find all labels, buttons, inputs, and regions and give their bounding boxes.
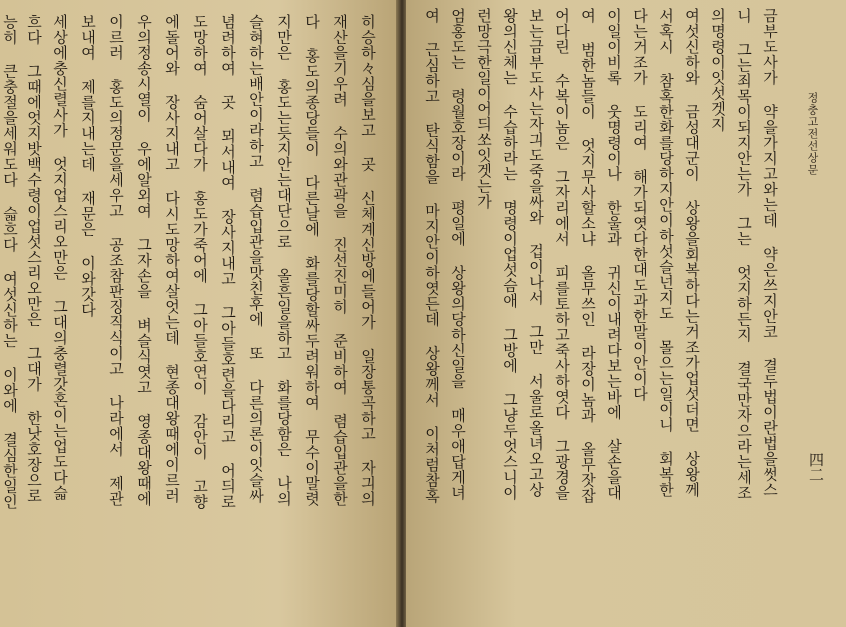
right-column-14: 여 근심하고 탄식함을 마지안이하엿든데 상왕께서 이처럼참혹 <box>423 8 441 504</box>
right-column-12: 런망극한일이어듸쏘잇겟는가 <box>475 8 493 210</box>
left-column-6: 념려하여 곳 뫼서내여 장사지내고 그아들호련을다리고 어듸로 <box>219 14 237 510</box>
right-column-8: 여 범한놈들이 엇지무사할소냐 올무쓰인 라장이놈과 올무잣잡 <box>579 8 597 504</box>
running-header: 정충고전선상문 <box>806 92 819 176</box>
right-column-6: 다는거조가 도리여 해가되엿다한대도과한말이안이다 <box>631 8 649 402</box>
left-column-2: 재산을기우려 수의와관곽을 진선진미히 준비하여 렴습입관을한 <box>331 14 349 507</box>
page-number: 四二 <box>807 452 825 482</box>
left-column-3: 다 홍도의종당들이 다른날에 화를당할싸두려워하여 무수이말렷 <box>303 14 321 507</box>
left-column-9: 우의정송시열이 우에알외여 그자손을 벼슬식엿고 영종대왕때에 <box>135 14 153 507</box>
left-column-13: 흐다 그때에엇지밧백수령이업섯스리오만은 그대가 한낫호장으로 <box>25 14 43 504</box>
left-column-7: 도망하여 숨어살다가 홍도가죽어에 그아들호연이 감안이 고향 <box>191 14 209 510</box>
left-column-10: 이르러 홍도의정문을세우고 공조참판징직식이고 나라에서 제관 <box>107 14 125 507</box>
left-page <box>0 0 398 627</box>
left-column-8: 에돌어와 장사지내고 다시도망하여살엇는데 현종대왕때에이르러 <box>163 14 181 504</box>
left-column-1: 히승하々심을보고 곳 신체계신방에들어가 일장통곡하고 자긔의 <box>359 14 377 507</box>
right-column-4: 여섯신하와 금성대군이 상왕을회복하다는거조가업섯더면 상왕께 <box>683 8 701 498</box>
right-column-2: 니 그는죄목이되지안는가 그는 엇지하든지 결국만자으라는세조 <box>735 8 753 501</box>
right-column-1: 금부도사가 약을가지고와는데 약은쓰지안코 결두법이란법을썻스 <box>761 8 779 498</box>
right-column-5: 서혹시 참혹한화를당하지안이하섯슬넌지도 몰으는일이니 회복한 <box>657 8 675 498</box>
left-column-4: 지만은 홍도는듯지안는대단으로 올흔일을하고 화를당함은 나의 <box>275 14 293 507</box>
right-column-9: 어다린 수복이놈은 그자리에서 피를토하고죽사하엿다 그광경을 <box>553 8 571 501</box>
right-column-11: 왕의신체는 수습하라는 명령이업섯슴애 그방에 그냥두엇스니이 <box>501 8 519 501</box>
right-column-7: 이일이비록 웃명령이나 한울과 귀신이내려다보는바에 살손을대 <box>605 8 623 501</box>
right-column-10: 보는금부도사는자긔도죽을싸와 겁이나서 그만 서울로올녀오고상 <box>527 8 545 498</box>
left-column-12: 세상에충신렬사가 엇지업스리오만은 그대의충렬갓혼이는업도다슯 <box>51 14 69 501</box>
right-column-13: 엄홍도는 령월호장이라 평일에 상왕의당하신일을 매우애답게녀 <box>449 8 467 501</box>
right-page <box>406 0 846 627</box>
left-column-11: 보내여 제를지내는데 재문은 이와갓다 <box>79 14 97 318</box>
left-column-14: 능히 큰충절을세워도다 슯흐다 여섯신하는 이와에 결심한일인 <box>1 14 19 510</box>
right-column-3: 의명령이잇섯겟지 <box>709 8 727 132</box>
left-column-5: 슬혀하는배안이라하고 렴습입관을맛친후에 또 다른의론이잇슬싸 <box>247 14 265 504</box>
